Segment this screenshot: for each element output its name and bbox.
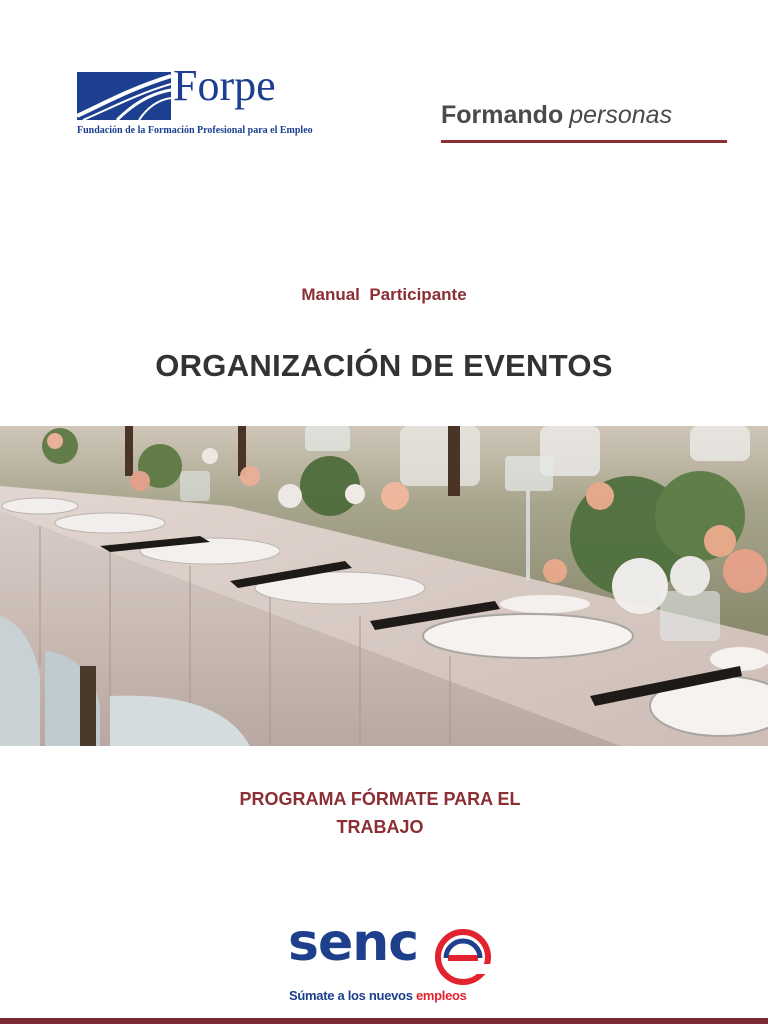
document-subtitle: Manual Participante xyxy=(301,285,467,304)
document-title: ORGANIZACIÓN DE EVENTOS xyxy=(155,348,613,383)
program-name-line1: PROGRAMA FÓRMATE PARA EL xyxy=(239,789,521,809)
bottom-bar xyxy=(0,1018,768,1024)
program-name xyxy=(200,785,560,841)
forpe-wordmark: Forpe xyxy=(173,61,276,110)
slogan-underline xyxy=(441,140,727,143)
sence-tagline-end: empleos xyxy=(415,988,467,1003)
sence-wordmark: senc xyxy=(288,913,419,973)
event-table-photo xyxy=(0,426,768,746)
slogan-bold: Formando xyxy=(441,101,564,129)
forpe-tagline: Fundación de la Formación Profesional para el Empleo xyxy=(77,125,313,136)
sence-tagline-start: Súmate a los nuevos xyxy=(289,988,416,1003)
slogan xyxy=(441,100,727,130)
sence-logo xyxy=(288,913,498,1010)
forpe-logo xyxy=(77,61,322,140)
forpe-emblem-icon xyxy=(77,72,171,120)
sence-tagline xyxy=(289,988,467,1003)
slogan-italic: personas xyxy=(569,101,673,129)
sence-e-emblem-icon xyxy=(434,928,492,986)
program-name-line2: TRABAJO xyxy=(336,817,424,837)
